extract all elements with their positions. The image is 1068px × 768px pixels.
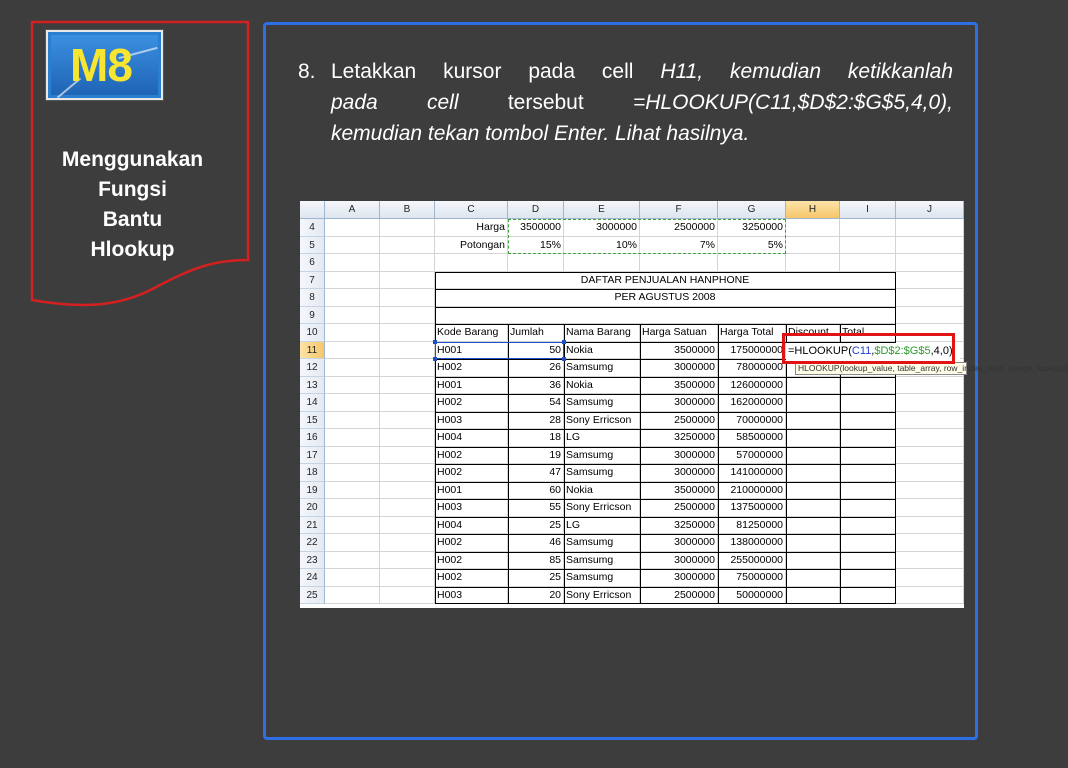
cell-value[interactable]: 3500000 (640, 342, 718, 360)
cell-value[interactable]: 81250000 (718, 517, 786, 535)
cell-value[interactable] (840, 552, 896, 570)
cell-value[interactable]: H002 (435, 447, 508, 465)
cell-value[interactable]: Samsumg (564, 394, 640, 412)
cell-value[interactable] (786, 429, 840, 447)
row-header-16[interactable]: 16 (300, 429, 325, 447)
cell-j23[interactable] (896, 552, 964, 570)
row-header-4[interactable]: 4 (300, 219, 325, 237)
table-gridline (640, 324, 641, 604)
banner-title: Menggunakan Fungsi Bantu Hlookup (61, 148, 204, 261)
cell-a13[interactable] (325, 377, 380, 395)
cell-value[interactable] (840, 447, 896, 465)
cell-value[interactable]: Samsumg (564, 534, 640, 552)
cell-value[interactable] (786, 552, 840, 570)
table-subtitle[interactable]: PER AGUSTUS 2008 (435, 289, 896, 307)
cell-value[interactable] (840, 412, 896, 430)
cell-b7[interactable] (380, 272, 435, 290)
cell-value[interactable]: 2500000 (640, 587, 718, 605)
table-gridline (435, 517, 896, 518)
cell-value[interactable] (786, 412, 840, 430)
cell-a7[interactable] (325, 272, 380, 290)
logo-text: M8 (70, 39, 132, 91)
cell-j6[interactable] (896, 254, 964, 272)
table-gridline (435, 307, 896, 308)
cell-i4[interactable] (840, 219, 896, 237)
cell-b18[interactable] (380, 464, 435, 482)
cell-value[interactable]: Nokia (564, 342, 640, 360)
cell-value[interactable]: 50000000 (718, 587, 786, 605)
row-header-8[interactable]: 8 (300, 289, 325, 307)
cell-a17[interactable] (325, 447, 380, 465)
table-gridline (435, 447, 896, 448)
cell-value[interactable]: Harga (435, 219, 508, 237)
row-header-24[interactable]: 24 (300, 569, 325, 587)
column-header-e[interactable]: E (564, 201, 640, 219)
cell-value[interactable] (786, 377, 840, 395)
cell-value[interactable] (786, 464, 840, 482)
column-header-d[interactable]: D (508, 201, 564, 219)
cell-value[interactable]: H003 (435, 412, 508, 430)
cell-value[interactable]: 26 (508, 359, 564, 377)
cell-value[interactable]: 58500000 (718, 429, 786, 447)
cell-j19[interactable] (896, 482, 964, 500)
row-header-9[interactable]: 9 (300, 307, 325, 325)
cell-value[interactable]: 2500000 (640, 499, 718, 517)
cell-value[interactable] (840, 499, 896, 517)
cell-value[interactable]: 7% (640, 237, 718, 255)
cell-b5[interactable] (380, 237, 435, 255)
cell-value[interactable]: 36 (508, 377, 564, 395)
cell-value[interactable] (786, 394, 840, 412)
selection-handle[interactable] (433, 340, 437, 344)
cell-b11[interactable] (380, 342, 435, 360)
cell-value[interactable] (786, 447, 840, 465)
table-gridline (435, 552, 896, 553)
cell-value[interactable]: 19 (508, 447, 564, 465)
cell-value[interactable] (786, 482, 840, 500)
row-header-22[interactable]: 22 (300, 534, 325, 552)
row-header-25[interactable]: 25 (300, 587, 325, 605)
cell-b22[interactable] (380, 534, 435, 552)
table-header-cell[interactable]: Discount (786, 324, 840, 342)
cell-value[interactable]: 25 (508, 569, 564, 587)
cell-a14[interactable] (325, 394, 380, 412)
cell-a6[interactable] (325, 254, 380, 272)
cell-a11[interactable] (325, 342, 380, 360)
cell-value[interactable] (435, 307, 896, 325)
cell-value[interactable]: 60 (508, 482, 564, 500)
table-gridline (435, 394, 896, 395)
cell-a10[interactable] (325, 324, 380, 342)
m8-logo (46, 30, 163, 100)
selection-handle[interactable] (562, 340, 566, 344)
cell-b23[interactable] (380, 552, 435, 570)
cell-value[interactable]: H004 (435, 429, 508, 447)
cell-a22[interactable] (325, 534, 380, 552)
cell-value[interactable] (786, 499, 840, 517)
row-header-21[interactable]: 21 (300, 517, 325, 535)
cell-b8[interactable] (380, 289, 435, 307)
cell-a15[interactable] (325, 412, 380, 430)
cell-value[interactable]: Samsumg (564, 552, 640, 570)
cell-value[interactable]: 3000000 (640, 552, 718, 570)
cell-j10[interactable] (896, 324, 964, 342)
cell-e6[interactable] (564, 254, 640, 272)
cell-j24[interactable] (896, 569, 964, 587)
cell-value[interactable]: H001 (435, 342, 508, 360)
cell-a8[interactable] (325, 289, 380, 307)
row-header-18[interactable]: 18 (300, 464, 325, 482)
cell-value[interactable]: 3000000 (564, 219, 640, 237)
cell-value[interactable]: H003 (435, 499, 508, 517)
cell-value[interactable]: 10% (564, 237, 640, 255)
cell-value[interactable]: 28 (508, 412, 564, 430)
cell-value[interactable]: 2500000 (640, 412, 718, 430)
table-gridline (435, 464, 896, 465)
cell-b12[interactable] (380, 359, 435, 377)
cell-value[interactable] (786, 534, 840, 552)
table-header-cell[interactable]: Total (840, 324, 896, 342)
row-header-14[interactable]: 14 (300, 394, 325, 412)
cell-value[interactable]: Potongan (435, 237, 508, 255)
cell-b17[interactable] (380, 447, 435, 465)
cell-b24[interactable] (380, 569, 435, 587)
row-header-12[interactable]: 12 (300, 359, 325, 377)
cell-a12[interactable] (325, 359, 380, 377)
table-gridline (435, 534, 896, 535)
cell-value[interactable]: Nokia (564, 377, 640, 395)
cell-value[interactable]: H001 (435, 377, 508, 395)
table-gridline (435, 412, 896, 413)
cell-value[interactable]: 70000000 (718, 412, 786, 430)
cell-value[interactable]: Samsumg (564, 447, 640, 465)
cell-j8[interactable] (896, 289, 964, 307)
cell-j7[interactable] (896, 272, 964, 290)
cell-i6[interactable] (840, 254, 896, 272)
cell-j15[interactable] (896, 412, 964, 430)
cell-j4[interactable] (896, 219, 964, 237)
cell-j22[interactable] (896, 534, 964, 552)
row-header-10[interactable]: 10 (300, 324, 325, 342)
cell-j21[interactable] (896, 517, 964, 535)
cell-h6[interactable] (786, 254, 840, 272)
cell-b10[interactable] (380, 324, 435, 342)
row-header-17[interactable]: 17 (300, 447, 325, 465)
cell-h4[interactable] (786, 219, 840, 237)
cell-value[interactable]: 54 (508, 394, 564, 412)
cell-value[interactable]: 20 (508, 587, 564, 605)
cell-value[interactable]: Sony Erricson (564, 499, 640, 517)
column-header-c[interactable]: C (435, 201, 508, 219)
cell-b21[interactable] (380, 517, 435, 535)
cell-value[interactable]: 3000000 (640, 534, 718, 552)
cell-value[interactable]: 137500000 (718, 499, 786, 517)
cell-value[interactable]: 3000000 (640, 394, 718, 412)
cell-b19[interactable] (380, 482, 435, 500)
cell-a24[interactable] (325, 569, 380, 587)
cell-a21[interactable] (325, 517, 380, 535)
cell-c6[interactable] (435, 254, 508, 272)
cell-value[interactable] (840, 587, 896, 605)
cell-value[interactable]: 3000000 (640, 359, 718, 377)
cell-value[interactable]: H002 (435, 534, 508, 552)
cell-value[interactable]: H001 (435, 482, 508, 500)
cell-value[interactable]: 255000000 (718, 552, 786, 570)
cell-value[interactable]: 50 (508, 342, 564, 360)
cell-value[interactable]: 57000000 (718, 447, 786, 465)
cell-value[interactable]: 126000000 (718, 377, 786, 395)
cell-d6[interactable] (508, 254, 564, 272)
row-header-20[interactable]: 20 (300, 499, 325, 517)
cell-value[interactable]: 3500000 (640, 377, 718, 395)
cell-value[interactable]: 210000000 (718, 482, 786, 500)
table-gridline (786, 324, 787, 604)
cell-j18[interactable] (896, 464, 964, 482)
cell-j14[interactable] (896, 394, 964, 412)
table-gridline (435, 482, 896, 483)
cell-value[interactable]: LG (564, 517, 640, 535)
select-all-corner[interactable] (300, 201, 325, 219)
column-header-h[interactable]: H (786, 201, 840, 219)
cell-a23[interactable] (325, 552, 380, 570)
cell-value[interactable] (840, 377, 896, 395)
cell-value[interactable] (786, 587, 840, 605)
table-gridline (435, 272, 896, 273)
cell-value[interactable]: 3250000 (718, 219, 786, 237)
column-header-g[interactable]: G (718, 201, 786, 219)
cell-value[interactable]: 175000000 (718, 342, 786, 360)
cell-j13[interactable] (896, 377, 964, 395)
row-header-11[interactable]: 11 (300, 342, 325, 360)
cell-a19[interactable] (325, 482, 380, 500)
cell-b6[interactable] (380, 254, 435, 272)
table-gridline (435, 569, 896, 570)
table-gridline (564, 324, 565, 604)
cell-value[interactable]: 3250000 (640, 429, 718, 447)
cell-value[interactable]: Nokia (564, 482, 640, 500)
selection-handle[interactable] (433, 357, 437, 361)
cell-h5[interactable] (786, 237, 840, 255)
table-gridline (435, 289, 896, 290)
cell-b9[interactable] (380, 307, 435, 325)
column-header-b[interactable]: B (380, 201, 435, 219)
cell-value[interactable]: Samsumg (564, 359, 640, 377)
cell-value[interactable] (786, 569, 840, 587)
cell-b25[interactable] (380, 587, 435, 605)
table-header-cell[interactable]: Kode Barang (435, 324, 508, 342)
cell-value[interactable]: 5% (718, 237, 786, 255)
cell-b15[interactable] (380, 412, 435, 430)
cell-a18[interactable] (325, 464, 380, 482)
row-header-5[interactable]: 5 (300, 237, 325, 255)
cell-value[interactable]: H003 (435, 587, 508, 605)
cell-value[interactable]: Samsumg (564, 464, 640, 482)
step-number: 8. (298, 60, 316, 83)
cell-j20[interactable] (896, 499, 964, 517)
cell-value[interactable] (840, 394, 896, 412)
table-header-cell[interactable]: Nama Barang (564, 324, 640, 342)
cell-value[interactable]: 162000000 (718, 394, 786, 412)
row-header-7[interactable]: 7 (300, 272, 325, 290)
cell-value[interactable]: 47 (508, 464, 564, 482)
cell-a25[interactable] (325, 587, 380, 605)
instruction-line-1: Letakkan kursor pada cell H11, kemudian ketikkanlah (331, 60, 953, 83)
cell-value[interactable]: 3250000 (640, 517, 718, 535)
cell-value[interactable]: Sony Erricson (564, 412, 640, 430)
table-gridline (718, 324, 719, 604)
table-gridline (435, 324, 896, 325)
cell-value[interactable]: LG (564, 429, 640, 447)
cell-b16[interactable] (380, 429, 435, 447)
cell-j16[interactable] (896, 429, 964, 447)
cell-value[interactable]: 138000000 (718, 534, 786, 552)
cell-value[interactable]: 15% (508, 237, 564, 255)
cell-a9[interactable] (325, 307, 380, 325)
cell-value[interactable] (786, 517, 840, 535)
cell-i5[interactable] (840, 237, 896, 255)
row-header-19[interactable]: 19 (300, 482, 325, 500)
cell-value[interactable]: 3000000 (640, 464, 718, 482)
cell-value[interactable]: 3500000 (640, 482, 718, 500)
cell-value[interactable] (840, 464, 896, 482)
column-header-i[interactable]: I (840, 201, 896, 219)
cell-value[interactable]: 46 (508, 534, 564, 552)
cell-value[interactable]: Sony Erricson (564, 587, 640, 605)
cell-value[interactable]: 3000000 (640, 447, 718, 465)
cell-value[interactable]: H002 (435, 394, 508, 412)
cell-g6[interactable] (718, 254, 786, 272)
cell-value[interactable]: H002 (435, 569, 508, 587)
column-header-a[interactable]: A (325, 201, 380, 219)
cell-value[interactable]: H002 (435, 359, 508, 377)
cell-j9[interactable] (896, 307, 964, 325)
instruction-line-2: pada cell tersebut =HLOOKUP(C11,$D$2:$G$5,4,0), (331, 91, 954, 114)
instruction-line-3: kemudian tekan tombol Enter. Lihat hasilnya. (331, 122, 750, 145)
cell-a5[interactable] (325, 237, 380, 255)
cell-j17[interactable] (896, 447, 964, 465)
table-header-cell[interactable]: Jumlah (508, 324, 564, 342)
table-gridline (435, 377, 896, 378)
cell-a20[interactable] (325, 499, 380, 517)
row-header-6[interactable]: 6 (300, 254, 325, 272)
cell-b20[interactable] (380, 499, 435, 517)
cell-value[interactable]: 75000000 (718, 569, 786, 587)
cell-j5[interactable] (896, 237, 964, 255)
table-gridline (508, 324, 509, 604)
instruction-text (298, 56, 953, 149)
spreadsheet (300, 201, 1068, 608)
function-tooltip: HLOOKUP(lookup_value, table_array, row_index_num, [range_lookup]) (795, 362, 967, 375)
cell-value[interactable] (840, 482, 896, 500)
cell-j25[interactable] (896, 587, 964, 605)
cell-value[interactable] (840, 429, 896, 447)
cell-value[interactable]: 55 (508, 499, 564, 517)
cell-value[interactable]: 18 (508, 429, 564, 447)
selection-handle[interactable] (562, 357, 566, 361)
cell-b13[interactable] (380, 377, 435, 395)
formula-cell-h11[interactable]: =HLOOKUP(C11,$D$2:$G$5,4,0) (786, 343, 960, 361)
cell-value[interactable]: H002 (435, 552, 508, 570)
cell-a4[interactable] (325, 219, 380, 237)
cell-value[interactable] (840, 534, 896, 552)
cell-value[interactable]: 3000000 (640, 569, 718, 587)
cell-b14[interactable] (380, 394, 435, 412)
cell-a16[interactable] (325, 429, 380, 447)
cell-b4[interactable] (380, 219, 435, 237)
cell-value[interactable]: 141000000 (718, 464, 786, 482)
cell-value[interactable]: 78000000 (718, 359, 786, 377)
cell-value[interactable]: 25 (508, 517, 564, 535)
cell-f6[interactable] (640, 254, 718, 272)
cell-value[interactable]: Samsumg (564, 569, 640, 587)
table-gridline (435, 499, 896, 500)
table-title[interactable]: DAFTAR PENJUALAN HANPHONE (435, 272, 896, 290)
table-gridline (435, 587, 896, 588)
cell-value[interactable] (840, 569, 896, 587)
cell-value[interactable]: 3500000 (508, 219, 564, 237)
cell-value[interactable]: H002 (435, 464, 508, 482)
table-header-cell[interactable]: Harga Satuan (640, 324, 718, 342)
row-header-23[interactable]: 23 (300, 552, 325, 570)
table-gridline (435, 429, 896, 430)
column-header-j[interactable]: J (896, 201, 964, 219)
column-header-f[interactable]: F (640, 201, 718, 219)
row-header-15[interactable]: 15 (300, 412, 325, 430)
row-header-13[interactable]: 13 (300, 377, 325, 395)
cell-value[interactable]: 2500000 (640, 219, 718, 237)
cell-value[interactable]: 85 (508, 552, 564, 570)
cell-value[interactable]: H004 (435, 517, 508, 535)
table-header-cell[interactable]: Harga Total (718, 324, 786, 342)
cell-value[interactable] (840, 517, 896, 535)
